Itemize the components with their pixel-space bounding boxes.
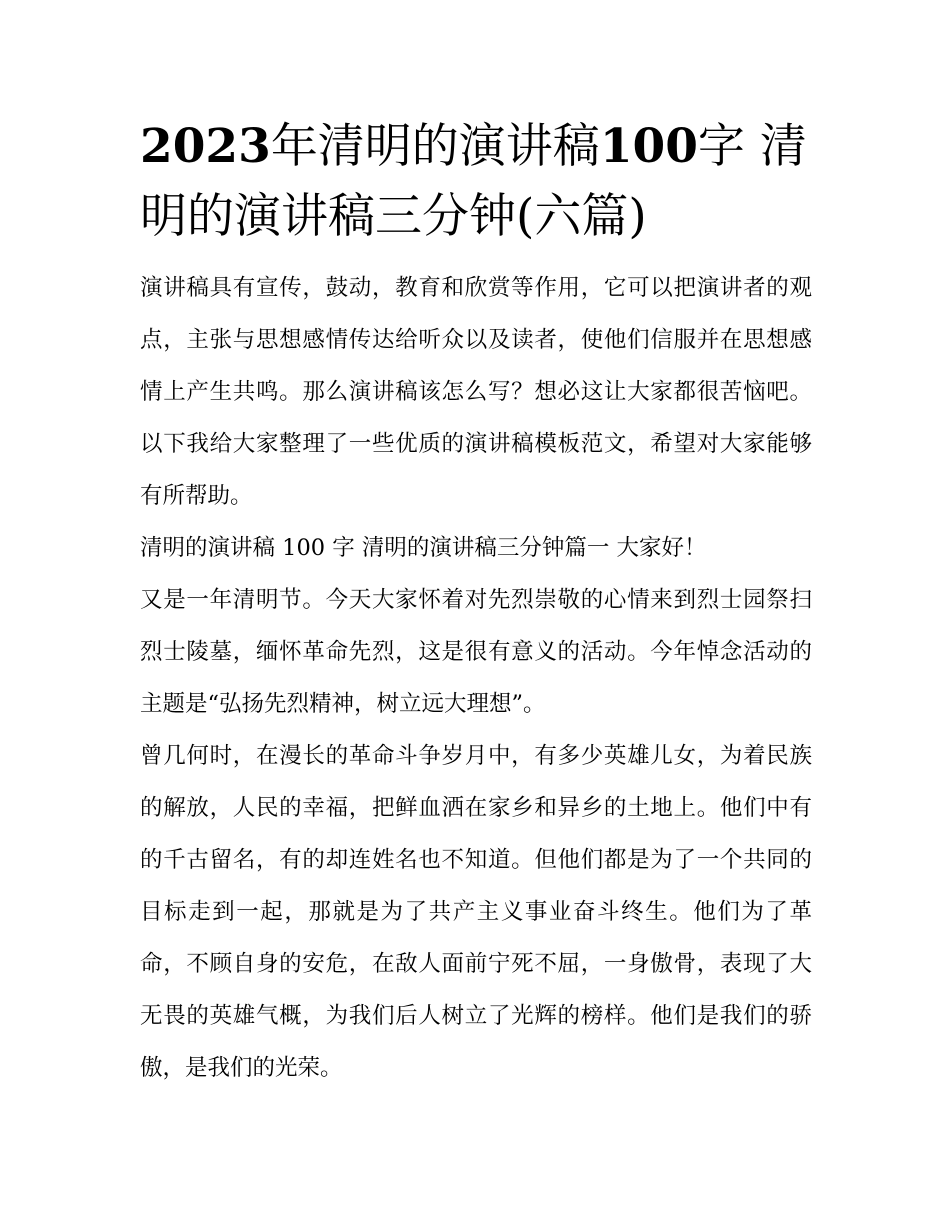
title-year: 2023 [140,119,271,174]
title-number: 100 [599,119,698,174]
intro-paragraph: 演讲稿具有宣传，鼓动，教育和欣赏等作用，它可以把演讲者的观点，主张与思想感情传达给听众以及读者，使他们信服并在思想感情上产生共鸣。那么演讲稿该怎么写？想必这让大家都很苦恼吧。以下我给大家整理了一些优质的演讲稿模板范文，希望对大家能够有所帮助。 [140,275,812,509]
title-text-b: 字 清明的演讲稿三分钟(六篇) [140,119,807,244]
title-text-a: 年清明的演讲稿 [270,119,600,174]
document-content [140,112,812,1094]
document-title [140,112,812,252]
body-paragraph: 曾几何时，在漫长的革命斗争岁月中，有多少英雄儿女，为着民族的解放，人民的幸福，把鲜血洒在家乡和异乡的土地上。他们中有的千古留名，有的却连姓名也不知道。但他们都是为了一个共同的目标走到一起，那就是为了共产主义事业奋斗终生。他们为了革命，不顾自身的安危，在敌人面前宁死不屈，一身傲骨，表现了大无畏的英雄气概，为我们后人树立了光辉的榜样。他们是我们的骄傲，是我们的光荣。 [140,743,812,1081]
body-paragraph: 又是一年清明节。今天大家怀着对先烈崇敬的心情来到烈士园祭扫烈士陵墓，缅怀革命先烈，这是很有意义的活动。今年悼念活动的主题是“弘扬先烈精神，树立远大理想”。 [140,587,812,717]
section-heading: 清明的演讲稿 100 字 清明的演讲稿三分钟篇一 大家好！ [140,535,707,561]
